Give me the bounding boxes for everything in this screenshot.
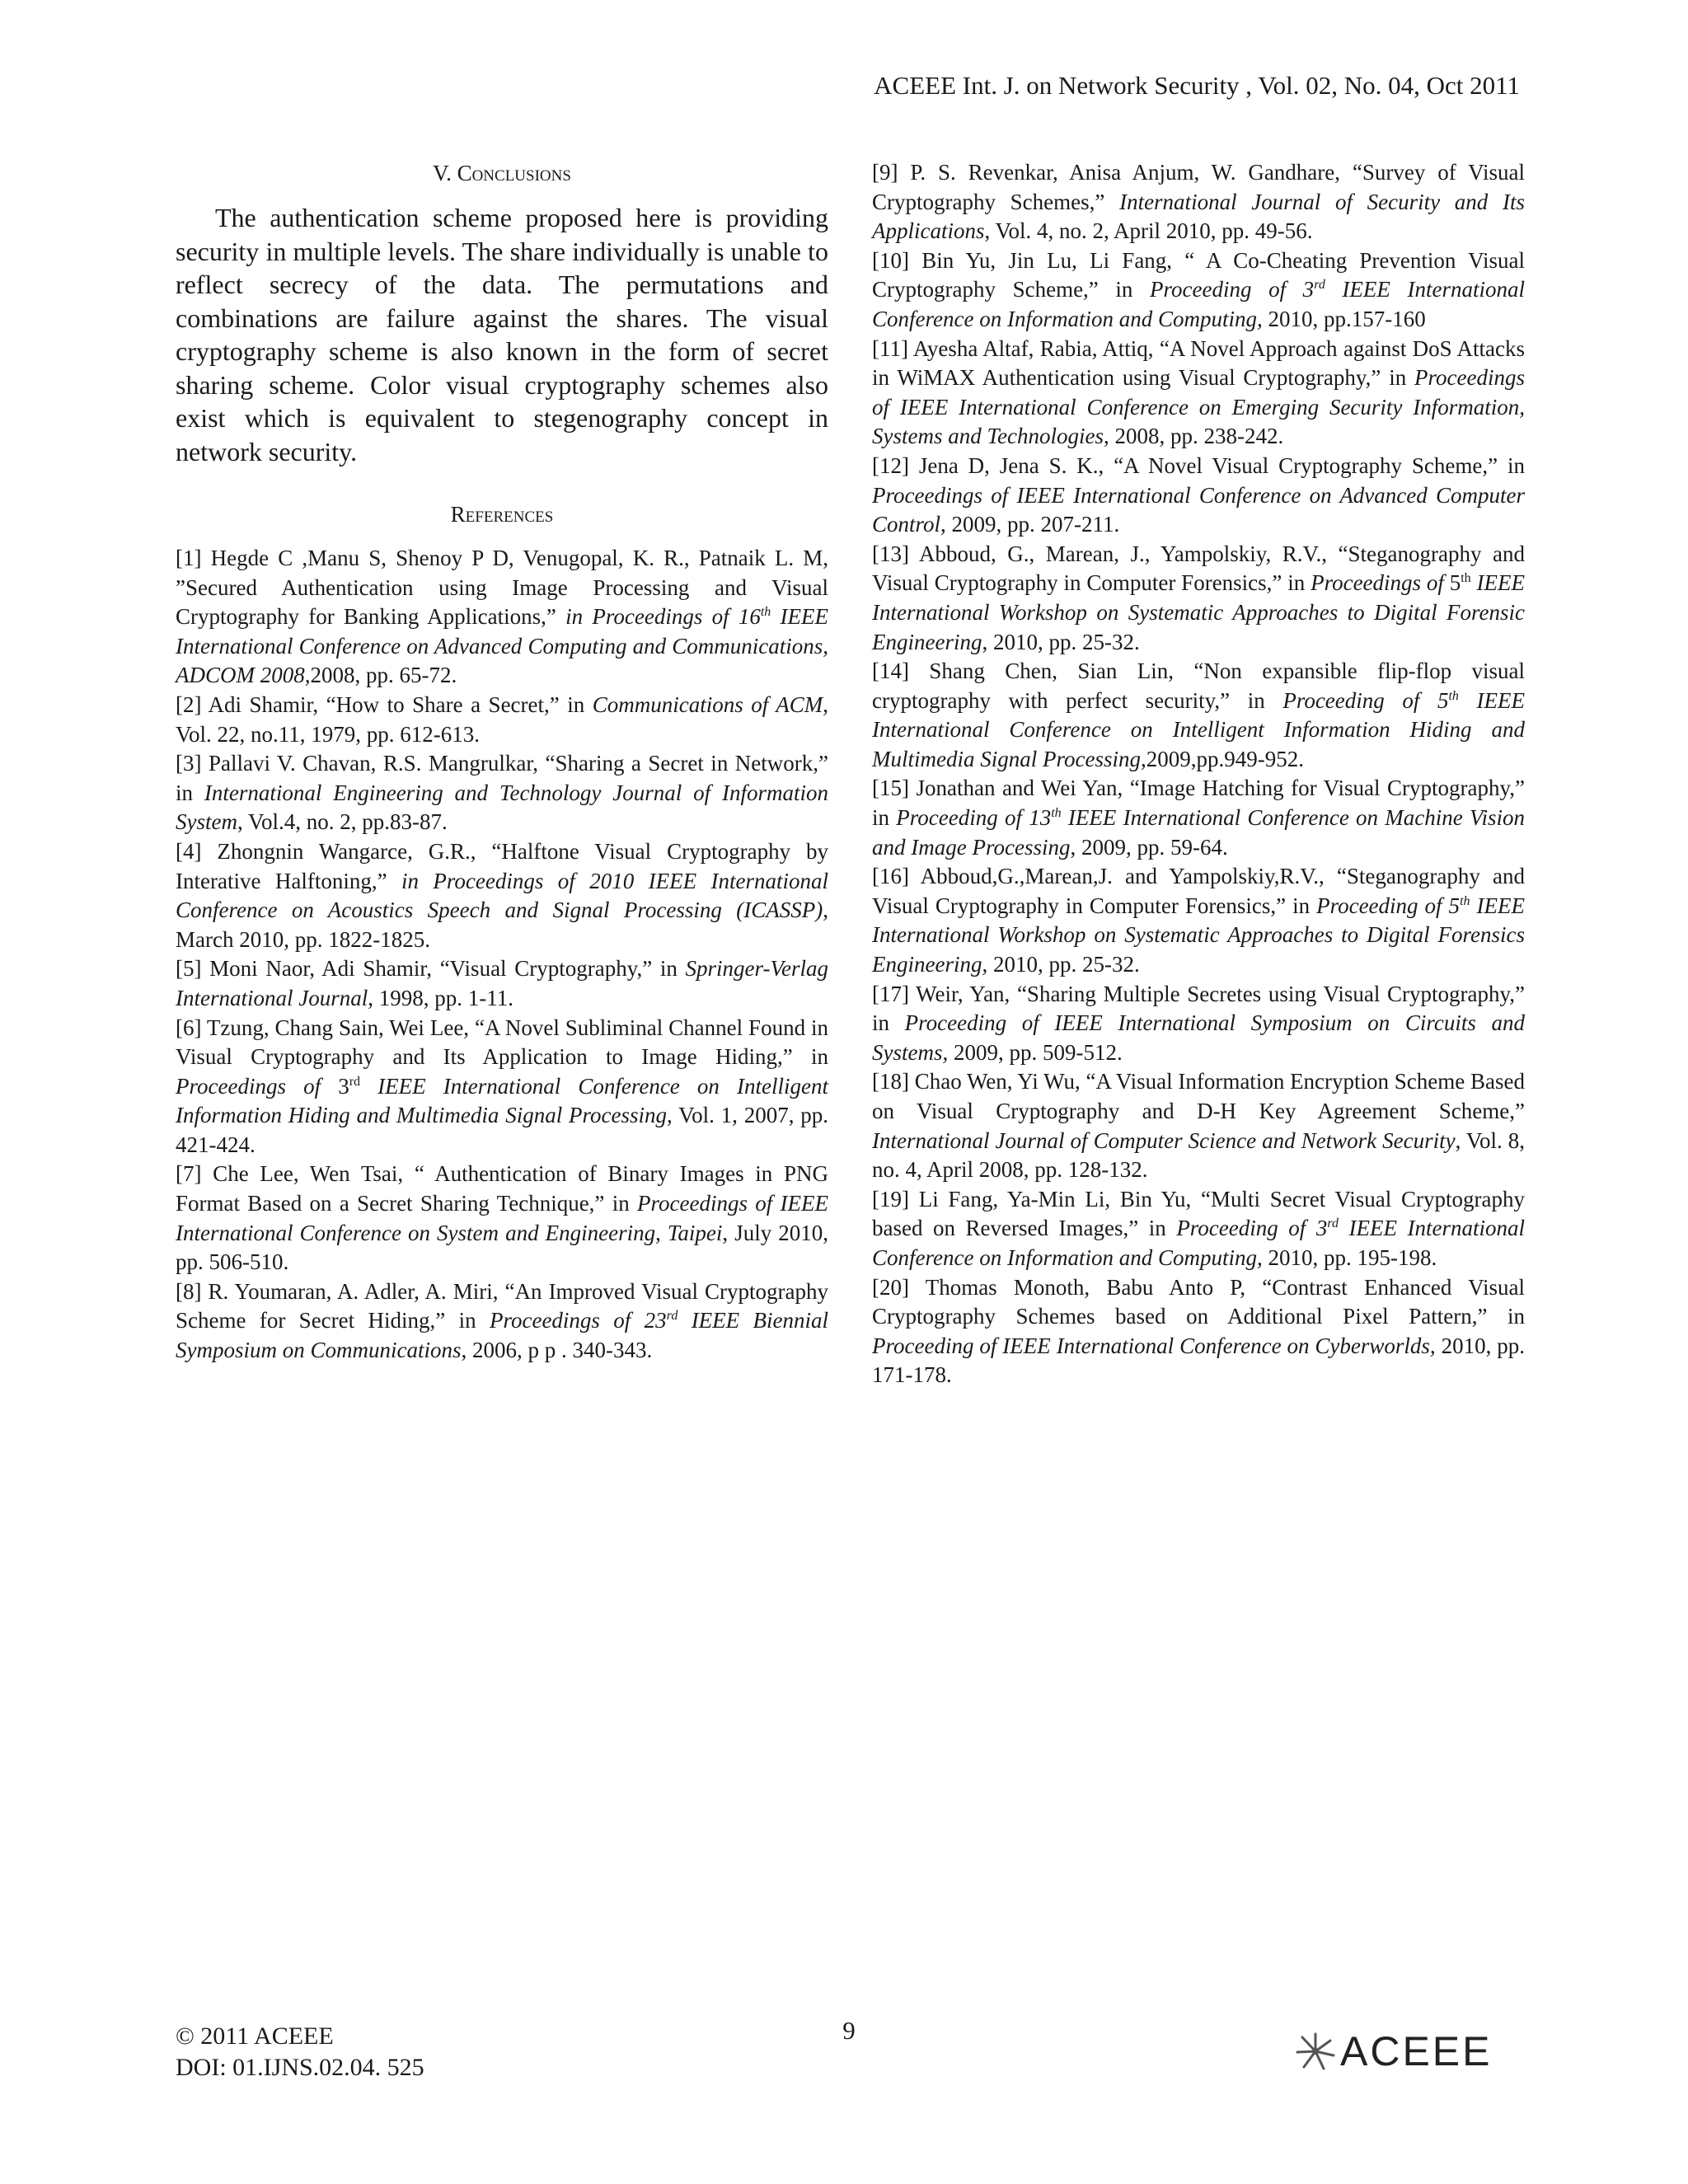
references-list-right: [872, 158, 1525, 1390]
copyright: © 2011 ACEEE: [176, 2022, 334, 2050]
aceee-logo: [1294, 2027, 1493, 2075]
page-number: 9: [842, 2016, 856, 2045]
conclusions-heading: V. Conclusions: [433, 161, 571, 185]
reference-item: [15] Jonathan and Wei Yan, “Image Hatching for Visual Cryptography,” in Proceeding of 13th IEEE International Conference on Machine Vision and Image Processing, 2009, pp. 59-64.: [872, 776, 1525, 860]
reference-item: [18] Chao Wen, Yi Wu, “A Visual Information Encryption Scheme Based on Visual Cryptography and D-H Key Agreement Scheme,” International Journal of Computer Science and Network Security, Vol. 8, no. 4, April 2008, pp. 128-132.: [872, 1069, 1525, 1183]
reference-item: [12] Jena D, Jena S. K., “A Novel Visual Cryptography Scheme,” in Proceedings of IEEE International Conference on Advanced Computer Control, 2009, pp. 207-211.: [872, 452, 1525, 537]
reference-item: [7] Che Lee, Wen Tsai, “ Authentication of Binary Images in PNG Format Based on a Secret Sharing Technique,” in Proceedings of IEEE International Conference on System and Engineering, Taipei, July 2010, pp. 506-510.: [176, 1161, 829, 1275]
reference-item: [9] P. S. Revenkar, Anisa Anjum, W. Gandhare, “Survey of Visual Cryptography Schemes,” International Journal of Security and Its Applications, Vol. 4, no. 2, April 2010, pp. 49-56.: [872, 160, 1525, 244]
references-list-left: [176, 544, 828, 1366]
right-column: [872, 158, 1525, 1390]
doi: DOI: 01.IJNS.02.04. 525: [176, 2054, 424, 2081]
reference-item: [16] Abboud,G.,Marean,J. and Yampolskiy,R.V., “Steganography and Visual Cryptography in Computer Forensics,” in Proceeding of 5th IEEE International Workshop on Systematic Approaches to Digital Forensics Engineering, 2010, pp. 25-32.: [872, 864, 1525, 977]
running-header: ACEEE Int. J. on Network Security , Vol. 02, No. 04, Oct 2011: [874, 71, 1520, 100]
reference-item: [20] Thomas Monoth, Babu Anto P, “Contrast Enhanced Visual Cryptography Schemes based on Additional Pixel Pattern,” in Proceeding of IEEE International Conference on Cyberworlds, 2010, pp. 171-178.: [872, 1274, 1525, 1388]
footer-info: [176, 2021, 424, 2083]
reference-item: [14] Shang Chen, Sian Lin, “Non expansible flip-flop visual cryptography with perfect security,” in Proceeding of 5th IEEE International Conference on Intelligent Information Hiding and Multimedia Signal Processing,2009,pp.949-952.: [872, 658, 1526, 771]
reference-item: [4] Zhongnin Wangarce, G.R., “Halftone Visual Cryptography by Interative Halftoning,” in Proceedings of 2010 IEEE International Conference on Acoustics Speech and Signal Processing (ICASSP), March 2010, pp. 1822-1825.: [176, 838, 829, 952]
left-column: [176, 158, 828, 1366]
reference-item: [8] R. Youmaran, A. Adler, A. Miri, “An Improved Visual Cryptography Scheme for Secret Hiding,” in Proceedings of 23rd IEEE Biennial Symposium on Communications, 2006, p p . 340-343.: [176, 1278, 829, 1363]
reference-item: [10] Bin Yu, Jin Lu, Li Fang, “ A Co-Cheating Prevention Visual Cryptography Scheme,” in Proceeding of 3rd IEEE International Conference on Information and Computing, 2010, pp.157-160: [872, 247, 1525, 331]
logo-text: ACEEE: [1340, 2028, 1493, 2074]
star-burst-icon: [1294, 2031, 1337, 2072]
reference-item: [11] Ayesha Altaf, Rabia, Attiq, “A Novel Approach against DoS Attacks in WiMAX Authentication using Visual Cryptography,” in Proceedings of IEEE International Conference on Emerging Security Information, Systems and Technologies, 2008, pp. 238-242.: [872, 335, 1525, 449]
reference-item: [13] Abboud, G., Marean, J., Yampolskiy, R.V., “Steganography and Visual Cryptography in Computer Forensics,” in Proceedings of 5th IEEE International Workshop on Systematic Approaches to Digital Forensic Engineering, 2010, pp. 25-32.: [872, 541, 1525, 654]
reference-item: [2] Adi Shamir, “How to Share a Secret,” in Communications of ACM, Vol. 22, no.11, 1979, pp. 612-613.: [176, 691, 828, 747]
reference-item: [5] Moni Naor, Adi Shamir, “Visual Cryptography,” in Springer-Verlag International Journal, 1998, pp. 1-11.: [176, 956, 828, 1010]
references-heading: References: [450, 502, 554, 527]
reference-item: [6] Tzung, Chang Sain, Wei Lee, “A Novel Subliminal Channel Found in Visual Cryptography and Its Application to Image Hiding,” in Proceedings of 3rd IEEE International Conference on Intelligent Information Hiding and Multimedia Signal Processing, Vol. 1, 2007, pp. 421-424.: [176, 1015, 828, 1157]
reference-item: [3] Pallavi V. Chavan, R.S. Mangrulkar, “Sharing a Secret in Network,” in International Engineering and Technology Journal of Information System, Vol.4, no. 2, pp.83-87.: [176, 751, 828, 835]
conclusions-paragraph: The authentication scheme proposed here is providing security in multiple levels. The share individually is unable to reflect secrecy of the data. The permutations and combinations are failure against the shares. The visual cryptography scheme is also known in the form of secret sharing scheme. Color visual cryptography schemes also exist which is equivalent to stegenography concept in network security.: [176, 203, 828, 466]
reference-item: [1] Hegde C ,Manu S, Shenoy P D, Venugopal, K. R., Patnaik L. M, ”Secured Authentication using Image Processing and Visual Cryptography for Banking Applications,” in Proceedings of 16th IEEE International Conference on Advanced Computing and Communications, ADCOM 2008,2008, pp. 65-72.: [176, 546, 828, 688]
reference-item: [19] Li Fang, Ya-Min Li, Bin Yu, “Multi Secret Visual Cryptography based on Reversed Images,” in Proceeding of 3rd IEEE International Conference on Information and Computing, 2010, pp. 195-198.: [872, 1186, 1526, 1270]
reference-item: [17] Weir, Yan, “Sharing Multiple Secretes using Visual Cryptography,” in Proceeding of IEEE International Symposium on Circuits and Systems, 2009, pp. 509-512.: [872, 981, 1525, 1065]
